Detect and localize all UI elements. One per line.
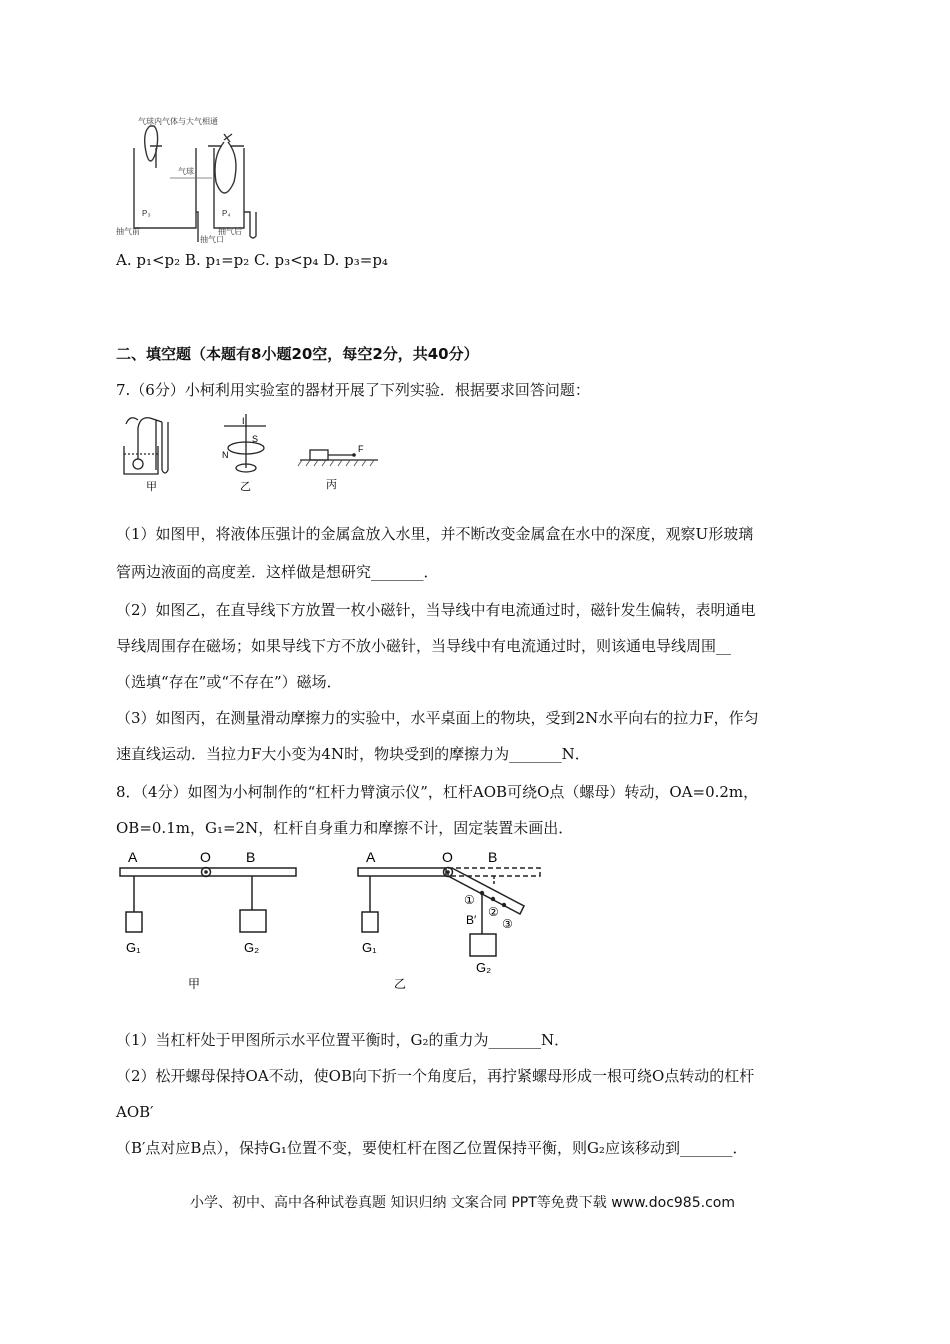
fig-label-jia: 甲 [146,481,157,493]
fig-label-G2-jia: G₂ [244,940,260,955]
q8-part2-line3: （B′点对应B点），保持G₁位置不变，要使杠杆在图乙位置保持平衡，则G₂应该移动到_______． [116,1139,748,1157]
q8-stem-line1: 8．（4分）如图为小柯制作的“杠杆力臂演示仪”，杠杆AOB可绕O点（螺母）转动，OA=0.2m， [116,783,759,801]
fig-label-A-jia: A [128,849,138,865]
q8-lever-figures [112,842,552,1002]
balloon-label: 气球 [178,167,194,176]
page-footer: 小学、初中、高中各种试卷真题 知识归纳 文案合同 PPT等免费下载 www.doc985.com [190,1195,735,1211]
q8-part1: （1）当杠杆处于甲图所示水平位置平衡时，G₂的重力为_______N． [116,1031,570,1049]
fig-label-c2: ② [488,905,499,919]
fig-label-A-yi: A [366,849,376,865]
q7-part3-line2: 速直线运动．当拉力F大小变为4N时，物块受到的摩擦力为_______N． [116,745,590,763]
balloon-pressure-figure [112,112,272,247]
fig-label-Bp: B′ [466,913,477,927]
p3-label: P₃ [142,209,151,218]
fig-label-B-yi: B [488,849,498,865]
q8-part2-line2: AOB′ [116,1103,154,1121]
q7-figures [116,408,396,496]
q7-part2-line2: 导线周围存在磁场；如果导线下方不放小磁针，当导线中有电流通过时，则该通电导线周围__ [116,637,732,655]
fig-label-yi: 乙 [240,481,251,493]
q6-options: A. p₁<p₂ B. p₁=p₂ C. p₃<p₄ D. p₃=p₄ [116,251,388,269]
fig-label-B-jia: B [246,849,256,865]
fig-label-O-jia: O [200,849,211,865]
outlet-label: 抽气口 [200,235,224,244]
section-2-title: 二、填空题（本题有8小题20空，每空2分，共40分） [116,345,479,363]
fig-label-G1-jia: G₁ [126,940,141,955]
q8-stem-line2: OB=0.1m，G₁=2N，杠杆自身重力和摩擦不计，固定装置未画出． [116,819,574,837]
q8-part2-line1: （2）松开螺母保持OA不动，使OB向下折一个角度后，再拧紧螺母形成一根可绕O点转动的杠杆 [116,1067,755,1085]
fig-label-I: I [242,416,245,426]
after-label: 抽气后 [218,227,242,236]
fig-label-G2-yi: G₂ [476,960,492,975]
fig-label-c1: ① [464,893,475,907]
fig-label-S: S [252,434,259,444]
fig-label-O-yi: O [442,849,453,865]
before-label: 抽气前 [116,227,140,236]
q7-part2-line3: （选填“存在”或“不存在”）磁场． [116,673,342,691]
fig-label-bing: 丙 [326,479,337,491]
balloon-top-label: 气球内气体与大气相通 [138,117,218,126]
fig-label-jia: 甲 [188,977,201,991]
q7-part3-line1: （3）如图丙，在测量滑动摩擦力的实验中，水平桌面上的物块，受到2N水平向右的拉力F，作匀 [116,709,759,727]
q7-stem: 7.（6分）小柯利用实验室的器材开展了下列实验．根据要求回答问题： [116,381,590,399]
q7-part1-line1: （1）如图甲，将液体压强计的金属盒放入水里，并不断改变金属盒在水中的深度，观察U形玻璃 [116,525,754,543]
fig-label-F: F [358,444,364,454]
fig-label-N: N [222,450,229,460]
fig-label-c3: ③ [502,917,513,931]
q7-part2-line1: （2）如图乙，在直导线下方放置一枚小磁针，当导线中有电流通过时，磁针发生偏转，表明通电 [116,601,756,619]
p4-label: P₄ [222,209,231,218]
fig-label-yi: 乙 [394,977,407,991]
q7-part1-line2: 管两边液面的高度差．这样做是想研究_______． [116,563,439,581]
fig-label-G1-yi: G₁ [362,940,377,955]
